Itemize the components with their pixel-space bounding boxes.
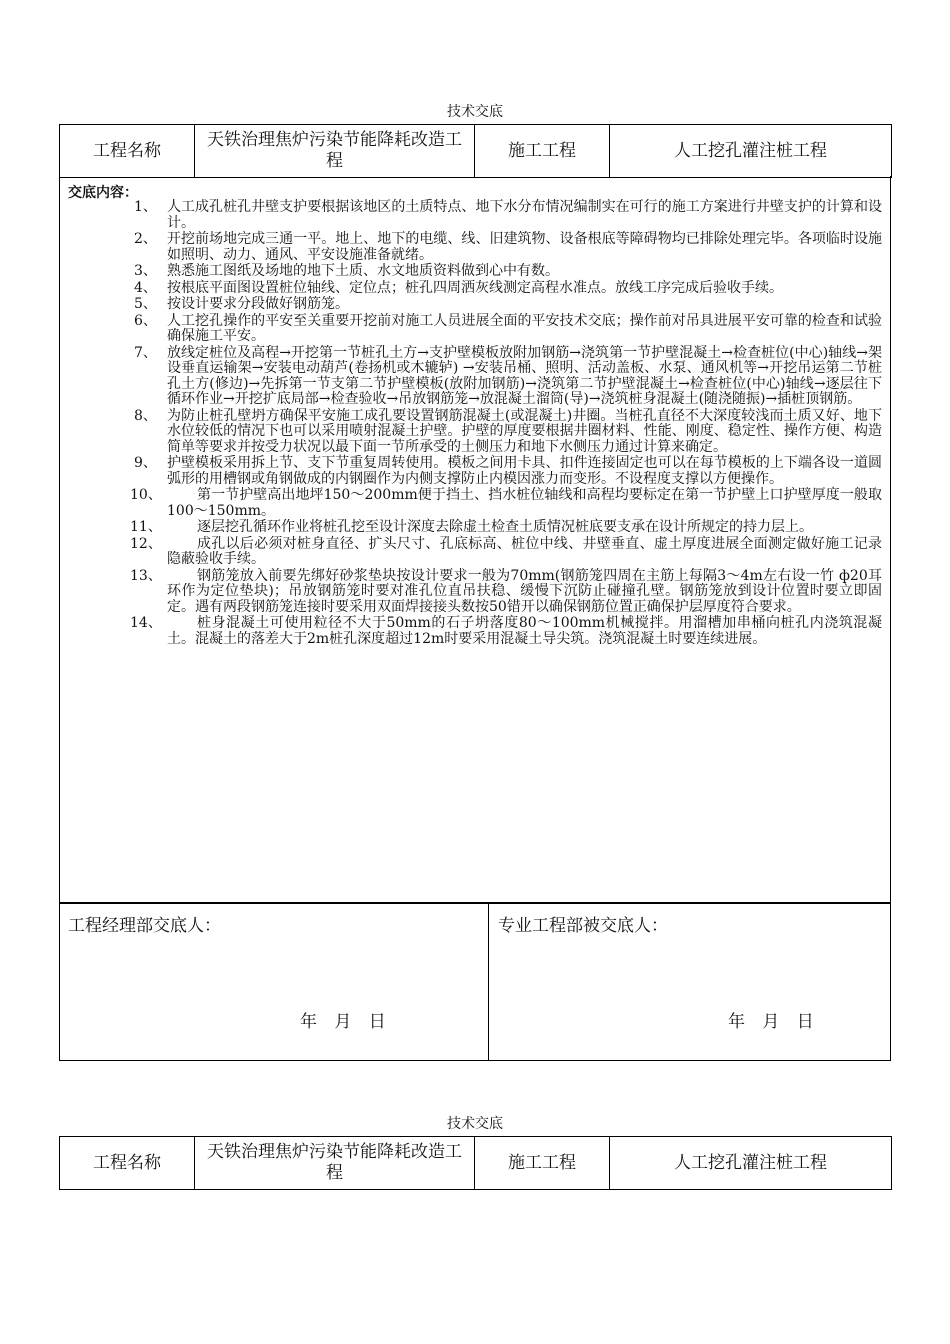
item-text: 护壁模板采用拆上节、支下节重复周转使用。模板之间用卡具、扣件连接固定也可以在每节模板的上下端各设一道圆弧形的用槽钢或角钢做成的内钢圈作为内侧支撑防止内模因涨力而变形。不设程度支撑以方便操作。 (167, 455, 882, 487)
list-item (60, 264, 890, 280)
list-item (60, 281, 890, 297)
construction-label: 施工工程 (475, 125, 610, 178)
doc-title-page2: 技术交底 (447, 1116, 503, 1132)
item-text: 按根底平面图设置桩位轴线、定位点；桩孔四周洒灰线测定高程水准点。放线工序完成后验收手续。 (167, 279, 783, 296)
item-number: 9、 (134, 455, 157, 471)
item-number: 6、 (134, 312, 157, 329)
item-text: 按设计要求分段做好钢筋笼。 (167, 296, 349, 312)
item-number: 10、 (130, 487, 162, 503)
construction-value: 人工挖孔灌注桩工程 (610, 1137, 892, 1190)
construction-value: 人工挖孔灌注桩工程 (610, 125, 892, 178)
header-table-page2 (59, 1136, 892, 1190)
list-item (60, 297, 890, 313)
project-name-label: 工程名称 (60, 1137, 195, 1190)
list-item (60, 456, 890, 487)
item-number: 1、 (134, 199, 157, 215)
item-text: 熟悉施工图纸及场地的地下土质、水文地质资料做到心中有数。 (167, 263, 559, 279)
content-section (59, 176, 891, 903)
content-label: 交底内容： (68, 185, 138, 201)
list-item (60, 232, 890, 263)
item-text: 成孔以后必须对桩身直径、扩头尺寸、孔底标高、桩位中线、井壁垂直、虚土厚度进展全面测定做好施工记录隐蔽验收手续。 (167, 535, 882, 567)
item-text: 为防止桩孔壁坍方确保平安施工成孔要设置钢筋混凝土(或混凝土)井圈。当桩孔直径不大深度较浅而土质又好、地下水位较低的情况下也可以采用喷射混凝土护壁。护壁的厚度要根据井圈材料、性能、刚度、稳定性、操作方便、构造简单等要求并按受力状况以最下面一节所承受的土侧压力和地下水侧压力通过计算来确定。 (167, 407, 882, 455)
signature-section (59, 903, 891, 1061)
project-name-label: 工程名称 (60, 125, 195, 178)
item-text: 人工成孔桩孔井壁支护要根据该地区的土质特点、地下水分布情况编制实在可行的施工方案进行井壁支护的计算和设计。 (167, 199, 882, 231)
receiver-date: 年 月 日 (728, 1012, 814, 1032)
item-number: 7、 (134, 344, 157, 361)
item-text: 第一节护壁高出地坪150～200mm便于挡土、挡水桩位轴线和高程均要标定在第一节护壁上口护壁厚度一般取100～150mm。 (167, 487, 882, 519)
signature-left-cell (60, 904, 489, 1060)
item-text: 人工挖孔操作的平安至关重要开挖前对施工人员进展全面的平安技术交底；操作前对吊具进展平安可靠的检查和试验确保施工平安。 (167, 312, 882, 344)
item-number: 2、 (134, 231, 157, 247)
item-text: 桩身混凝土可使用粒径不大于50mm的石子坍落度80～100mm机械搅拌。用溜槽加串桶向桩孔内浇筑混凝土。混凝土的落差大于2m桩孔深度超过12m时要采用混凝土导尖筑。浇筑混凝土时要连续进展。 (167, 615, 882, 647)
list-item (60, 346, 890, 408)
list-item (60, 314, 890, 345)
item-number: 12、 (130, 535, 162, 552)
item-text: 放线定桩位及高程→开挖第一节桩孔土方→支护壁模板放附加钢筋→浇筑第一节护壁混凝土→检查桩位(中心)轴线→架设垂直运输架→安装电动葫芦(卷扬机或木辘轳) →安装吊桶、照明、活动盖板、水泵、通风机等→开挖吊运第二节桩孔土方(修边)→先拆第一节支第二节护壁模板(放附加钢筋)→浇筑第二节护壁混凝土→检查桩位(中心)轴线→逐层往下循环作业→开挖扩底局部→检查验收→吊放钢筋笼→放混凝土溜筒(导)→浇筑桩身混凝土(随浇随振)→插桩顶钢筋。 (167, 344, 882, 407)
list-item (60, 409, 890, 456)
list-item (60, 200, 890, 231)
item-number: 13、 (130, 567, 162, 584)
receiver-person-label: 专业工程部被交底人： (498, 916, 668, 936)
item-text: 开挖前场地完成三通一平。地上、地下的电缆、线、旧建筑物、设备根底等障碍物均已排除处理完毕。各项临时设施如照明、动力、通风、平安设施准备就绪。 (167, 231, 882, 263)
handover-person-label: 工程经理部交底人： (68, 916, 221, 936)
project-name-value: 天铁治理焦炉污染节能降耗改造工程 (195, 125, 475, 178)
item-text: 钢筋笼放入前要先绑好砂浆垫块按设计要求一般为70mm(钢筋笼四周在主筋上每隔3～4m左右设一竹 ф20耳环作为定位垫块)；吊放钢筋笼时要对准孔位直吊扶稳、缓慢下沉防止碰撞孔壁。钢筋笼放到设计位置时要立即固定。遇有两段钢筋笼连接时要采用双面焊接接头数按50错开以确保钢筋位置正确保护层厚度符合要求。 (167, 567, 882, 615)
project-name-value: 天铁治理焦炉污染节能降耗改造工程 (195, 1137, 475, 1190)
item-text: 逐层挖孔循环作业将桩孔挖至设计深度去除虚土检查土质情况桩底要支承在设计所规定的持力层上。 (197, 519, 813, 535)
list-item (60, 569, 890, 616)
list-item (60, 520, 890, 536)
item-number: 3、 (134, 263, 157, 279)
item-number: 14、 (130, 615, 162, 631)
item-number: 8、 (134, 407, 157, 424)
handover-date: 年 月 日 (300, 1012, 386, 1032)
item-number: 4、 (134, 279, 157, 296)
doc-title: 技术交底 (447, 104, 503, 120)
item-number: 11、 (130, 519, 162, 535)
list-item (60, 537, 890, 568)
construction-label: 施工工程 (475, 1137, 610, 1190)
content-list (60, 200, 890, 648)
list-item (60, 488, 890, 519)
item-number: 5、 (134, 296, 157, 312)
list-item (60, 616, 890, 647)
header-table (59, 124, 892, 178)
